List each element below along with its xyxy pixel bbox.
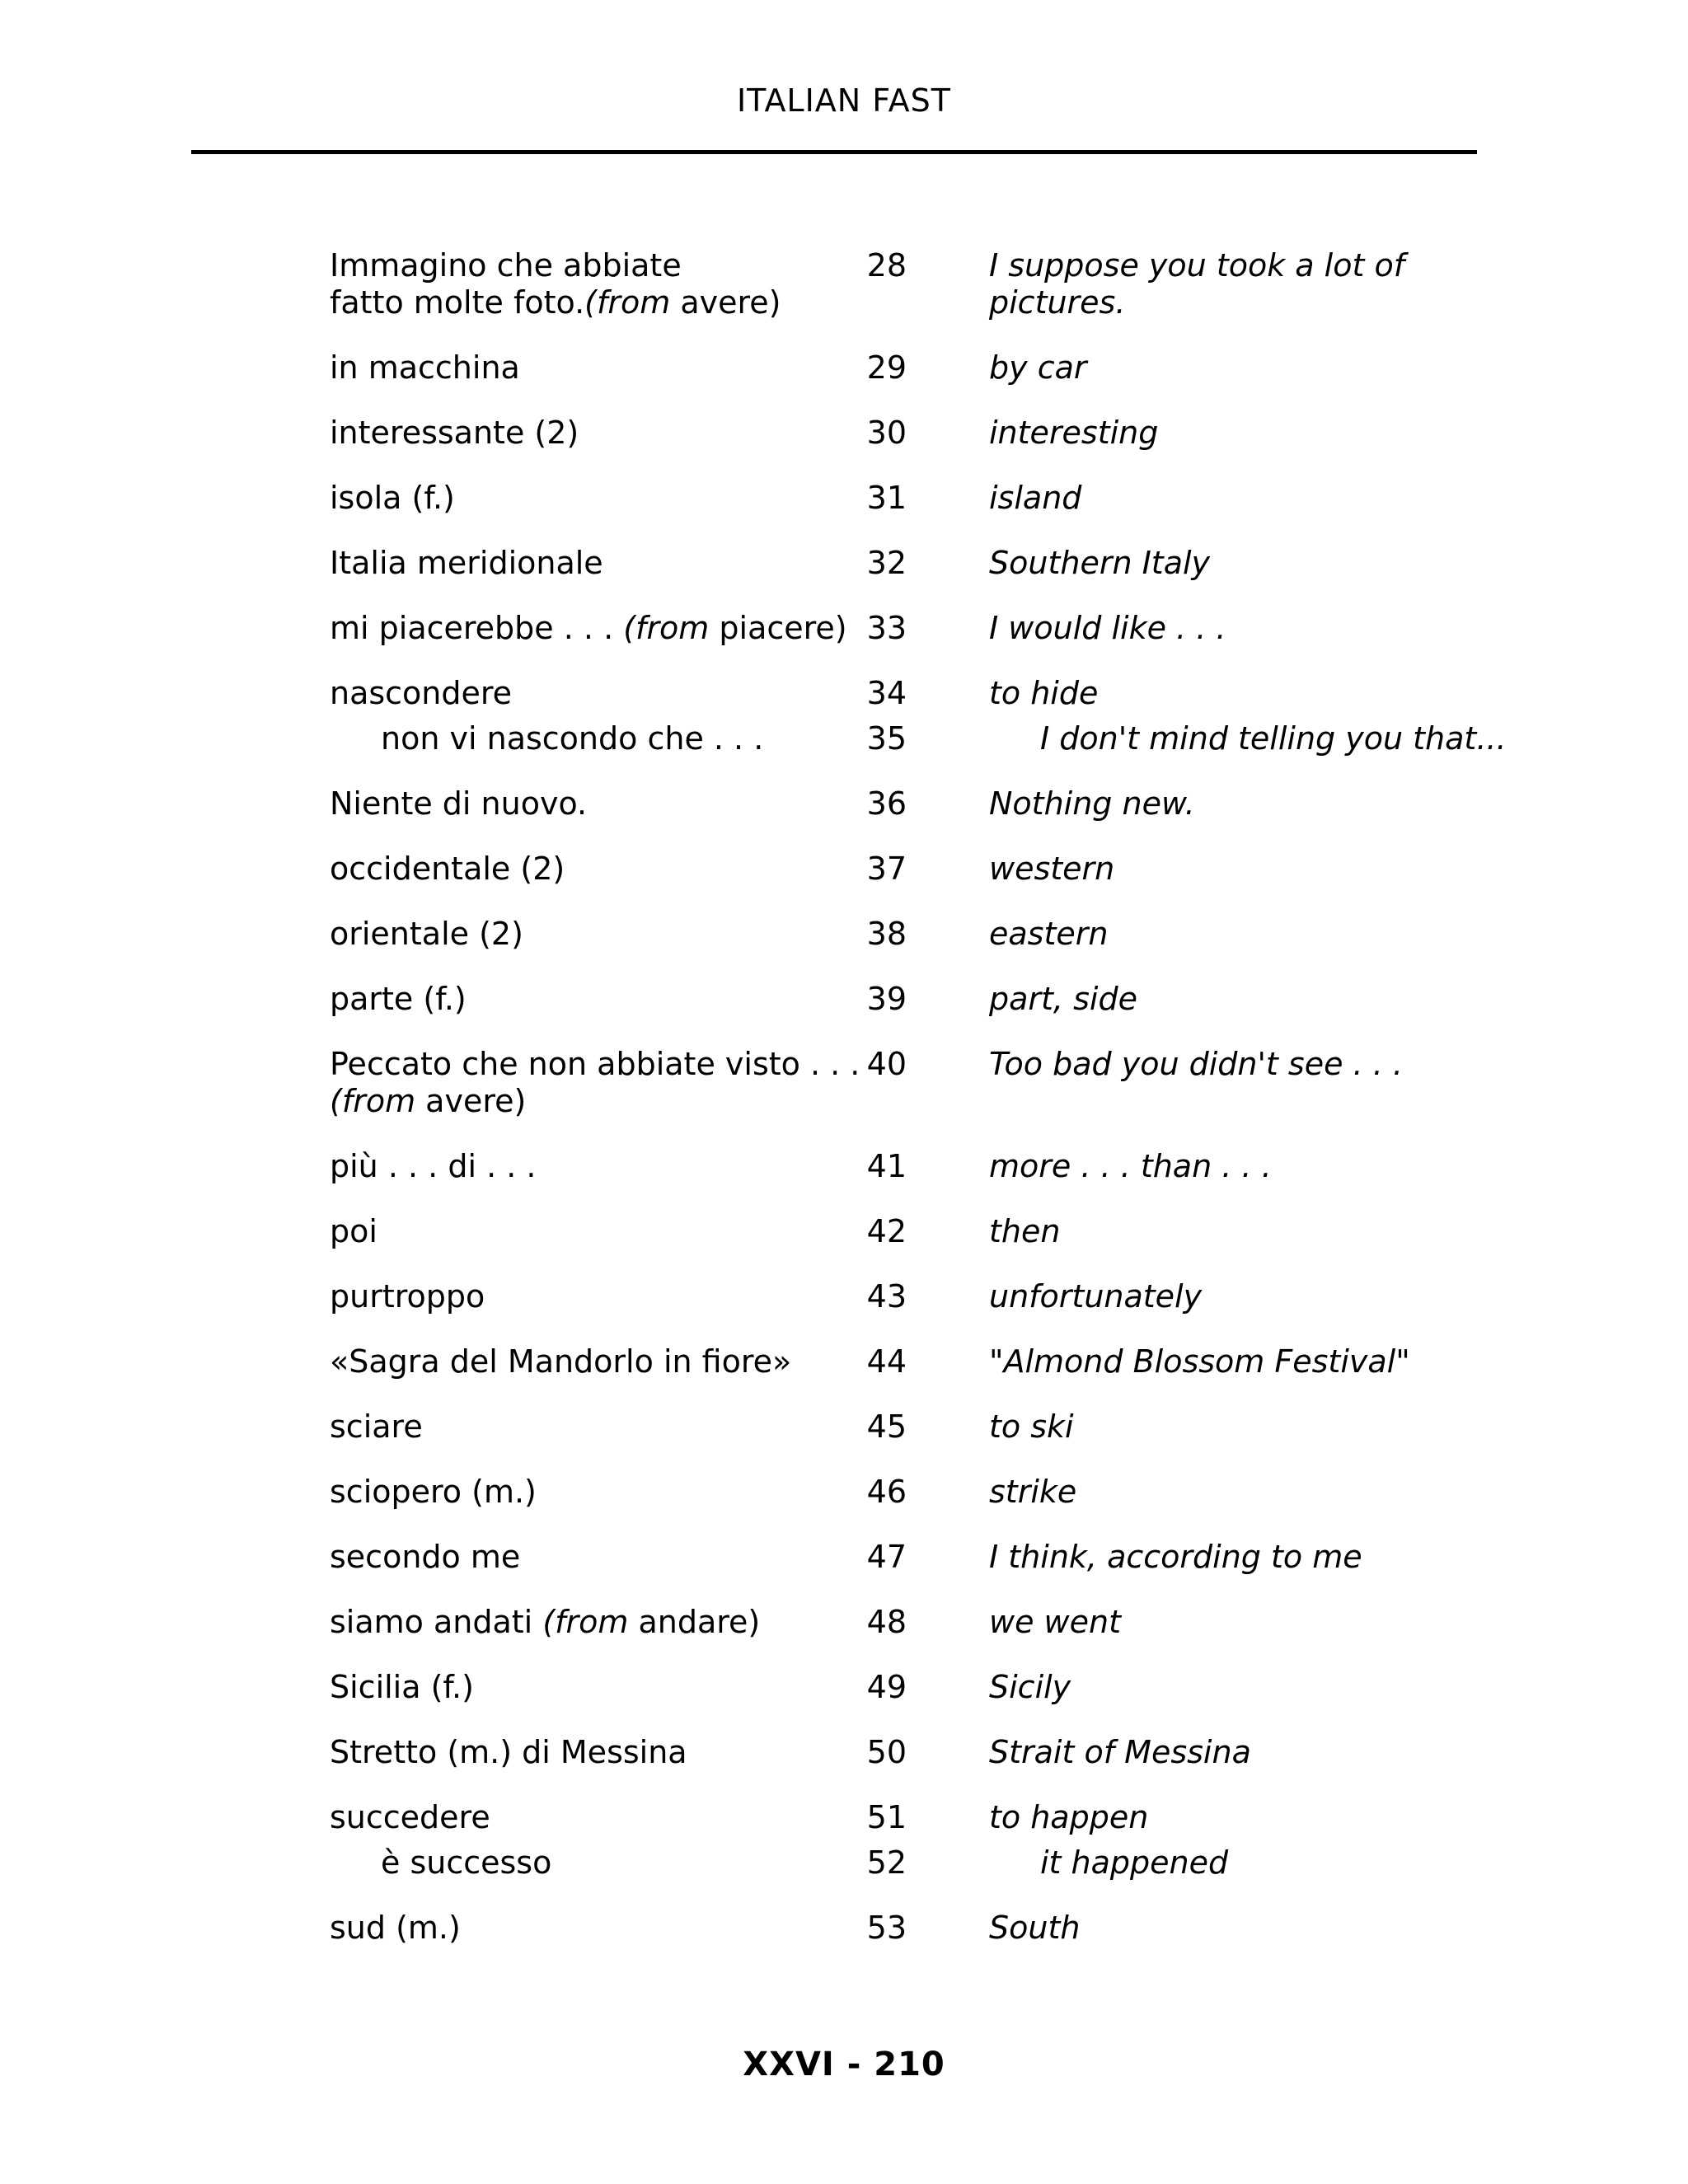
vocab-entry <box>330 1474 1533 1511</box>
vocab-line <box>330 480 1533 517</box>
vocab-entry <box>330 1669 1533 1706</box>
italian-term: sciare <box>330 1408 423 1445</box>
english-translation: Strait of Messina <box>989 1734 1251 1770</box>
italian-text: avere) <box>415 1083 527 1119</box>
italian-term: poi <box>330 1213 377 1249</box>
vocab-entry <box>330 851 1533 888</box>
english-translation: "Almond Blossom Festival" <box>989 1343 1410 1380</box>
vocab-entry <box>330 675 1533 757</box>
english-translation: South <box>989 1910 1081 1946</box>
italian-term: sud (m.) <box>330 1910 461 1946</box>
page-header: ITALIAN FAST <box>736 82 952 119</box>
entry-number: 42 <box>866 1213 907 1249</box>
entry-number: 35 <box>866 720 907 757</box>
italian-term: Sicilia (f.) <box>330 1669 474 1705</box>
vocab-line <box>330 284 1533 321</box>
entry-number <box>808 284 956 321</box>
vocab-entry <box>330 1046 1533 1120</box>
entry-number: 28 <box>866 247 907 284</box>
vocab-line <box>330 1213 1533 1250</box>
italian-term: interessante (2) <box>330 415 579 451</box>
english-translation: strike <box>989 1474 1077 1510</box>
entry-number: 39 <box>866 981 907 1017</box>
english-translation: then <box>989 1213 1061 1249</box>
entry-number: 46 <box>866 1474 907 1510</box>
vocab-entry <box>330 545 1533 582</box>
entry-number: 36 <box>866 785 907 822</box>
vocab-entry <box>330 1604 1533 1641</box>
vocab-entry <box>330 1278 1533 1315</box>
english-translation: interesting <box>989 415 1159 451</box>
italian-term: Italia meridionale <box>330 545 603 581</box>
entry-number: 37 <box>866 851 907 887</box>
vocab-entry <box>330 1539 1533 1576</box>
english-translation: to hide <box>989 675 1099 711</box>
vocab-line <box>330 1278 1533 1315</box>
vocab-entry <box>330 1213 1533 1250</box>
vocab-line <box>330 1604 1533 1641</box>
italian-text: andare) <box>628 1604 761 1640</box>
vocab-entry <box>330 247 1533 321</box>
entry-number <box>808 1083 956 1120</box>
vocab-line <box>330 349 1533 387</box>
vocab-line <box>330 1343 1533 1380</box>
english-translation: to ski <box>989 1408 1074 1445</box>
entry-number: 53 <box>866 1910 907 1946</box>
vocab-line <box>330 415 1533 452</box>
english-translation: it happened <box>1040 1844 1229 1881</box>
english-translation: I suppose you took a lot of <box>989 247 1405 284</box>
vocab-line <box>330 720 1533 757</box>
vocabulary-list <box>330 247 1533 1975</box>
vocab-entry <box>330 981 1533 1018</box>
entry-number: 29 <box>866 349 907 386</box>
english-translation: I don't mind telling you that... <box>1040 720 1507 757</box>
entry-number: 44 <box>866 1343 907 1380</box>
italian-term: è successo <box>381 1844 552 1881</box>
italian-term: secondo me <box>330 1539 521 1575</box>
entry-number: 45 <box>866 1408 907 1445</box>
vocab-line <box>330 785 1533 823</box>
entry-number: 52 <box>866 1844 907 1881</box>
vocab-entry <box>330 1408 1533 1446</box>
italian-term: più . . . di . . . <box>330 1148 537 1184</box>
header-rule <box>191 150 1477 154</box>
italian-term: sciopero (m.) <box>330 1474 537 1510</box>
italian-term: Peccato che non abbiate visto . . . <box>330 1046 860 1082</box>
vocab-entry <box>330 1799 1533 1882</box>
english-translation: more . . . than . . . <box>989 1148 1272 1184</box>
vocab-entry <box>330 916 1533 953</box>
vocab-line <box>330 675 1533 712</box>
italian-term <box>330 610 847 647</box>
vocab-line <box>330 610 1533 647</box>
entry-number: 47 <box>866 1539 907 1575</box>
english-translation: eastern <box>989 916 1109 952</box>
vocab-entry <box>330 1910 1533 1947</box>
vocab-line <box>330 1539 1533 1576</box>
italian-term: nascondere <box>330 675 513 711</box>
entry-number: 43 <box>866 1278 907 1315</box>
english-translation: unfortunately <box>989 1278 1203 1315</box>
english-translation: I would like . . . <box>989 610 1226 646</box>
italian-term <box>330 1083 841 1120</box>
entry-number: 31 <box>866 480 907 516</box>
italian-text: siamo andati <box>330 1604 543 1640</box>
italian-text: avere) <box>670 284 781 321</box>
english-translation: western <box>989 851 1115 887</box>
italian-term: in macchina <box>330 349 520 386</box>
english-translation: Nothing new. <box>989 785 1195 822</box>
english-translation: to happen <box>989 1799 1149 1835</box>
italian-text: mi piacerebbe . . . <box>330 610 624 646</box>
english-translation: by car <box>989 349 1087 386</box>
vocab-line <box>330 1408 1533 1446</box>
entry-number: 50 <box>866 1734 907 1770</box>
vocab-entry <box>330 1734 1533 1771</box>
italian-term: occidentale (2) <box>330 851 565 887</box>
vocab-line <box>330 1669 1533 1706</box>
english-translation: island <box>989 480 1082 516</box>
vocab-line <box>330 1734 1533 1771</box>
vocab-line <box>330 851 1533 888</box>
entry-number: 41 <box>866 1148 907 1184</box>
entry-number: 34 <box>866 675 907 711</box>
italian-term: Stretto (m.) di Messina <box>330 1734 687 1770</box>
vocab-entry <box>330 1343 1533 1380</box>
vocab-line <box>330 1148 1533 1185</box>
vocab-line <box>330 1799 1533 1836</box>
italian-term: succedere <box>330 1799 490 1835</box>
vocab-entry <box>330 349 1533 387</box>
vocab-entry <box>330 415 1533 452</box>
vocab-line <box>330 1083 1533 1120</box>
italian-term: «Sagra del Mandorlo in fiore» <box>330 1343 792 1380</box>
italian-text: fatto molte foto. <box>330 284 585 321</box>
vocab-entry <box>330 480 1533 517</box>
entry-number: 30 <box>866 415 907 451</box>
entry-number: 49 <box>866 1669 907 1705</box>
entry-number: 32 <box>866 545 907 581</box>
english-translation: pictures. <box>989 284 1126 321</box>
vocab-entry <box>330 785 1533 823</box>
italian-term: Niente di nuovo. <box>330 785 588 822</box>
italian-term: Immagino che abbiate <box>330 247 682 284</box>
entry-number: 48 <box>866 1604 907 1640</box>
italian-term: purtroppo <box>330 1278 485 1315</box>
source-note: (from <box>623 610 710 646</box>
vocab-line <box>330 916 1533 953</box>
vocab-entry <box>330 1148 1533 1185</box>
english-translation: Too bad you didn't see . . . <box>989 1046 1403 1082</box>
italian-term: non vi nascondo che . . . <box>381 720 764 757</box>
italian-text: piacere) <box>709 610 847 646</box>
english-translation: Sicily <box>989 1669 1071 1705</box>
italian-term: parte (f.) <box>330 981 467 1017</box>
vocab-line <box>330 1474 1533 1511</box>
vocab-entry <box>330 610 1533 647</box>
vocab-line <box>330 981 1533 1018</box>
entry-number: 33 <box>866 610 907 646</box>
vocab-line <box>330 545 1533 582</box>
italian-term <box>330 1604 841 1641</box>
english-translation: we went <box>989 1604 1121 1640</box>
page-number: XXVI - 210 <box>743 2046 945 2083</box>
source-note: (from <box>542 1604 629 1640</box>
vocab-line <box>330 1844 1533 1882</box>
italian-term: orientale (2) <box>330 916 523 952</box>
entry-number: 51 <box>866 1799 907 1835</box>
italian-term: isola (f.) <box>330 480 455 516</box>
entry-number: 40 <box>866 1046 907 1082</box>
vocab-line <box>330 1910 1533 1947</box>
source-note: (from <box>330 1083 416 1119</box>
vocab-line <box>330 1046 1533 1083</box>
italian-term <box>330 284 841 321</box>
source-note: (from <box>584 284 671 321</box>
english-translation: I think, according to me <box>989 1539 1362 1575</box>
vocab-line <box>330 247 1533 284</box>
english-translation: part, side <box>989 981 1137 1017</box>
entry-number: 38 <box>866 916 907 952</box>
english-translation: Southern Italy <box>989 545 1211 581</box>
